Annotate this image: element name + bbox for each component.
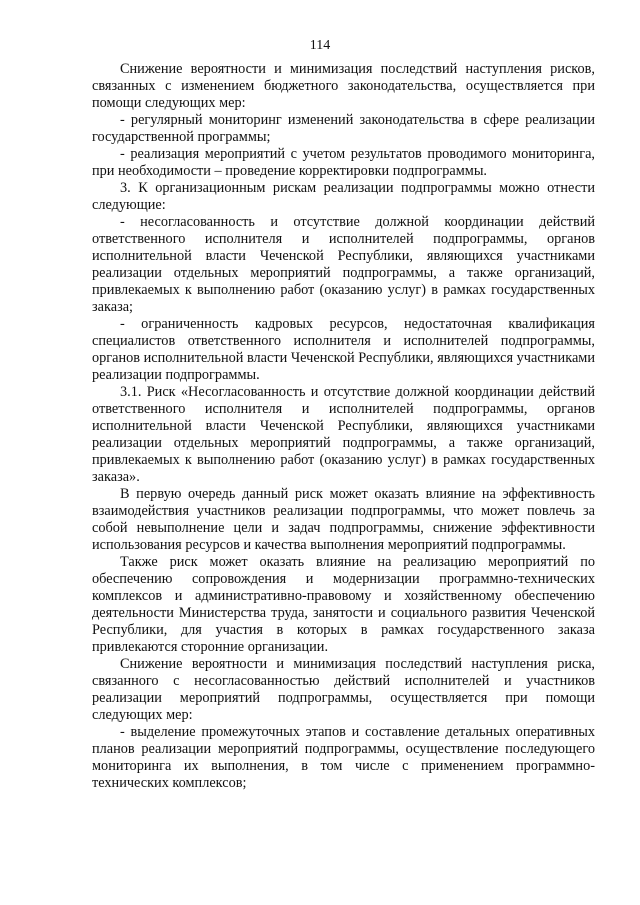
paragraph-risk-mitigation-budget: Снижение вероятности и минимизация последствий наступления рисков, связанных с изменением бюджетного законодательства, осуществляется при помощи следующих мер: [92, 61, 595, 111]
paragraph-coordination-list-item: - несогласованность и отсутствие должной координации действий ответственного исполнителя и исполнителей подпрограммы, органов исполнительной власти Чеченской Республики, являющихся участниками реализации отдельных мероприятий подпрограммы, а также организаций, привлекаемых к выполнению работ (оказанию услуг) в рамках государственных заказа; [92, 214, 595, 315]
paragraph-stages-list-item: - выделение промежуточных этапов и составление детальных оперативных планов реализации мероприятий подпрограммы, осуществление последующего мониторинга их выполнения, в том числе с применением программно-технических комплексов; [92, 724, 595, 791]
paragraph-risk-impact: В первую очередь данный риск может оказать влияние на эффективность взаимодействия участников реализации подпрограммы, что может повлечь за собой невыполнение цели и задач подпрограммы, снижение эффективности использования ресурсов и качества выполнения мероприятий подпрограммы. [92, 486, 595, 553]
paragraph-risk-3-1: 3.1. Риск «Несогласованность и отсутствие должной координации действий ответственного исполнителя и исполнителей подпрограммы, органов исполнительной власти Чеченской Республики, являющихся участниками реализации отдельных мероприятий подпрограммы, а также организаций, привлекаемых к выполнению работ (оказанию услуг) в рамках государственных заказа». [92, 384, 595, 485]
paragraph-risk-mitigation-coordination: Снижение вероятности и минимизация последствий наступления риска, связанного с несогласованностью действий исполнителей и участников реализации мероприятий подпрограммы, осуществляется при помощи следующих мер: [92, 656, 595, 723]
paragraph-risk-influence: Также риск может оказать влияние на реализацию мероприятий по обеспечению сопровождения и модернизации программно-технических комплексов и административно-правовому и хозяйственному обеспечению деятельности Министерства труда, занятости и социального развития Чеченской Республики, для участия в которых в рамках государственного заказа привлекаются сторонние организации. [92, 554, 595, 655]
paragraph-monitoring-list-item: - регулярный мониторинг изменений законодательства в сфере реализации государственной программы; [92, 112, 595, 145]
paragraph-staff-list-item: - ограниченность кадровых ресурсов, недостаточная квалификация специалистов ответственного исполнителя и исполнителей подпрограммы, органов исполнительной власти Чеченской Республики, являющихся участниками реализации подпрограммы. [92, 316, 595, 383]
paragraph-organizational-risks: 3. К организационным рискам реализации подпрограммы можно отнести следующие: [92, 180, 595, 213]
document-body [92, 61, 595, 792]
page-number: 114 [309, 38, 331, 53]
paragraph-adjustment-list-item: - реализация мероприятий с учетом результатов проводимого мониторинга, при необходимости – проведение корректировки подпрограммы. [92, 146, 595, 179]
